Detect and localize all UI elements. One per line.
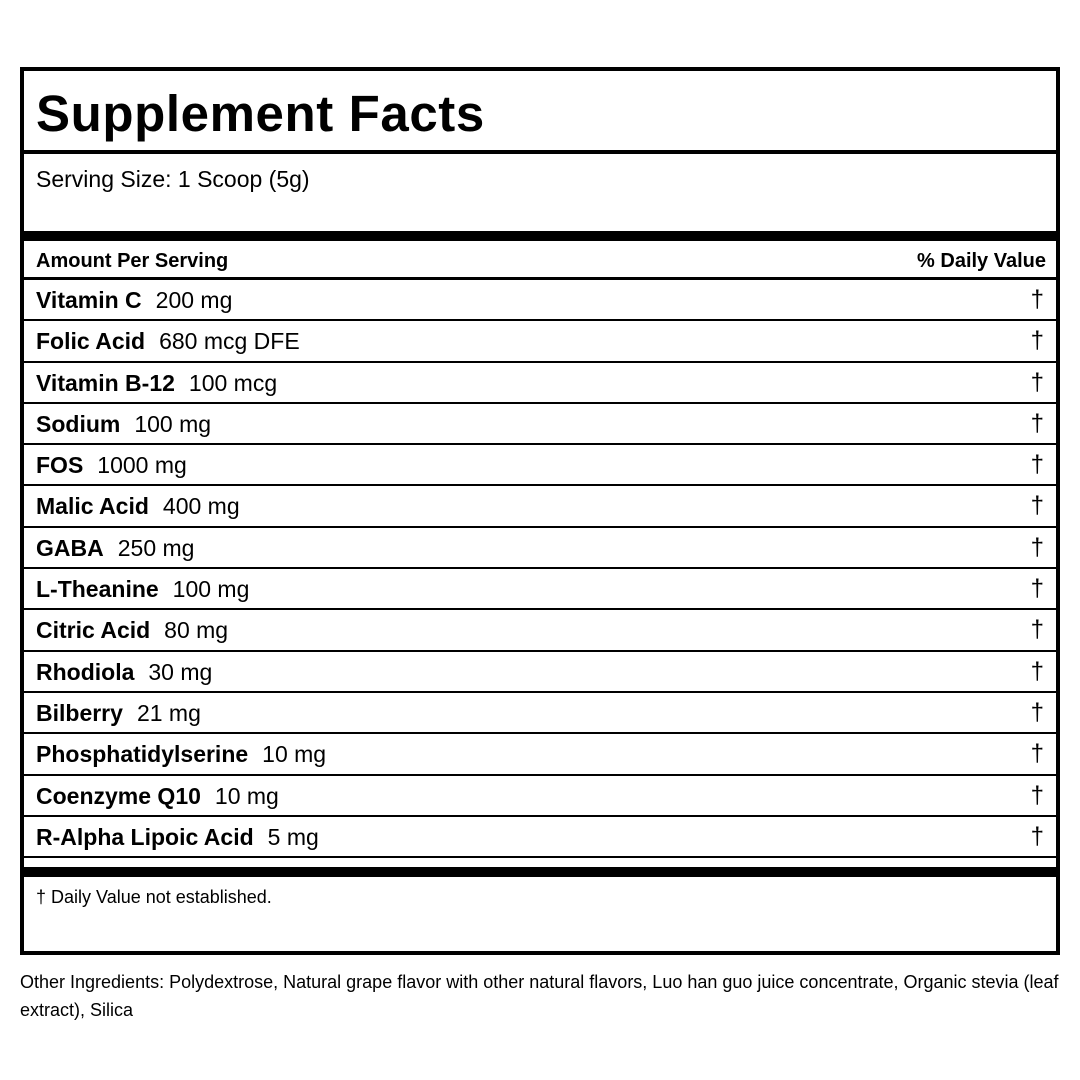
nutrient-name [36, 287, 232, 313]
nutrient-name-text: Citric Acid [36, 617, 151, 644]
thick-divider-bottom [24, 867, 1056, 877]
daily-value-dagger: † [1030, 575, 1044, 603]
amount-per-serving-header: Amount Per Serving [36, 250, 229, 272]
daily-value-header: % Daily Value [917, 250, 1046, 272]
nutrient-amount: 10 mg [262, 741, 327, 768]
nutrient-amount: 5 mg [267, 823, 319, 850]
daily-value-dagger: † [1030, 533, 1044, 561]
table-row [24, 693, 1056, 734]
nutrient-name [36, 328, 300, 354]
daily-value-dagger: † [1030, 451, 1044, 479]
nutrient-amount: 400 mg [162, 493, 240, 520]
supplement-facts-panel [20, 67, 1060, 955]
daily-value-dagger: † [1030, 409, 1044, 437]
nutrient-amount: 30 mg [148, 658, 213, 685]
nutrient-name [36, 370, 277, 396]
nutrient-name-text: Sodium [36, 410, 121, 437]
daily-value-dagger: † [1030, 616, 1044, 644]
table-row [24, 734, 1056, 775]
table-row [24, 817, 1056, 858]
daily-value-dagger: † [1030, 740, 1044, 768]
daily-value-dagger: † [1030, 492, 1044, 520]
nutrient-amount: 100 mg [134, 410, 212, 437]
nutrient-name-text: Malic Acid [36, 493, 149, 520]
table-row [24, 280, 1056, 321]
nutrient-name-text: FOS [36, 452, 84, 479]
table-row [24, 321, 1056, 362]
table-row [24, 363, 1056, 404]
nutrient-name [36, 824, 319, 850]
table-row [24, 486, 1056, 527]
daily-value-dagger: † [1030, 327, 1044, 355]
nutrient-name [36, 452, 187, 478]
table-row [24, 569, 1056, 610]
nutrient-amount: 21 mg [136, 699, 201, 726]
nutrient-name-text: GABA [36, 534, 104, 561]
daily-value-dagger: † [1030, 698, 1044, 726]
nutrient-name-text: Rhodiola [36, 658, 135, 685]
nutrient-amount: 1000 mg [97, 452, 187, 479]
nutrient-amount: 100 mcg [188, 369, 278, 396]
nutrient-amount: 80 mg [164, 617, 229, 644]
nutrient-name-text: L-Theanine [36, 576, 159, 603]
daily-value-dagger: † [1030, 286, 1044, 313]
nutrient-name [36, 411, 211, 437]
other-ingredients: Other Ingredients: Polydextrose, Natural grape flavor with other natural flavors, Luo han guo juice concentrate, Organic stevia (leaf extract), Silica [20, 972, 1059, 1020]
daily-value-dagger: † [1030, 781, 1044, 809]
table-row [24, 776, 1056, 817]
daily-value-dagger: † [1030, 657, 1044, 685]
table-row [24, 528, 1056, 569]
daily-value-dagger: † [1030, 368, 1044, 396]
table-row [24, 445, 1056, 486]
nutrient-name [36, 493, 240, 519]
nutrient-name-text: Phosphatidylserine [36, 741, 249, 768]
table-header [24, 241, 1056, 277]
nutrient-name-text: Folic Acid [36, 328, 146, 355]
table-row [24, 610, 1056, 651]
title-divider [24, 150, 1056, 154]
nutrient-name-text: Bilberry [36, 699, 123, 726]
nutrient-name [36, 617, 228, 643]
daily-value-footnote: † Daily Value not established. [36, 887, 272, 907]
nutrient-name-text: Vitamin B-12 [36, 369, 175, 396]
nutrient-amount: 10 mg [214, 782, 279, 809]
nutrient-name [36, 783, 279, 809]
table-row [24, 404, 1056, 445]
nutrient-name [36, 576, 249, 602]
serving-size: Serving Size: 1 Scoop (5g) [36, 166, 310, 192]
nutrient-name-text: Coenzyme Q10 [36, 782, 201, 809]
nutrient-name-text: R-Alpha Lipoic Acid [36, 823, 254, 850]
nutrient-amount: 250 mg [117, 534, 195, 561]
nutrient-amount: 100 mg [172, 576, 250, 603]
panel-title: Supplement Facts [36, 85, 485, 142]
table-row [24, 652, 1056, 693]
nutrient-name [36, 700, 201, 726]
nutrient-name [36, 741, 326, 767]
thick-divider-top [24, 231, 1056, 241]
nutrient-amount: 680 mcg DFE [159, 328, 300, 355]
nutrient-rows [24, 280, 1056, 858]
nutrient-name-text: Vitamin C [36, 287, 142, 313]
nutrient-name [36, 659, 212, 685]
daily-value-dagger: † [1030, 822, 1044, 850]
nutrient-name [36, 535, 194, 561]
nutrient-amount: 200 mg [155, 287, 233, 313]
